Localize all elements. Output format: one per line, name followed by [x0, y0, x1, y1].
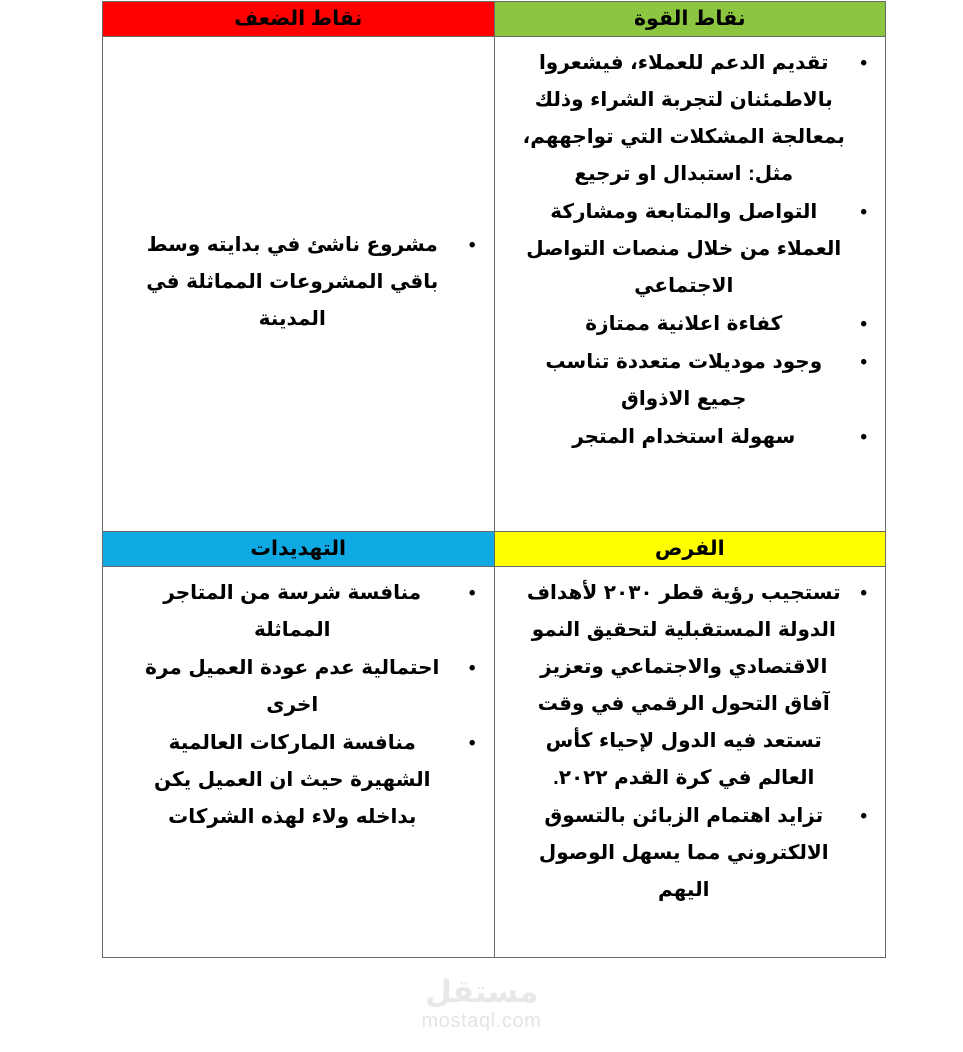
strengths-header: نقاط القوة [494, 2, 886, 37]
swot-table [102, 1, 886, 958]
strengths-cell [494, 37, 886, 532]
strengths-list [509, 45, 872, 456]
opportunities-body [495, 567, 886, 920]
threats-list [117, 575, 480, 836]
watermark-arabic-logo: مستقل [424, 974, 539, 1009]
list-item: • منافسة شرسة من المتاجر المماثلة [117, 575, 480, 649]
watermark [0, 975, 963, 1033]
swot-content-row-top [103, 37, 886, 532]
weaknesses-body [103, 37, 494, 531]
list-item: • تستجيب رؤية قطر ٢٠٣٠ لأهداف الدولة المستقبلية لتحقيق النمو الاقتصادي والاجتماعي وتعزيز آفاق التحول الرقمي في وقت تستعد فيه الدول لإحياء كأس العالم في كرة القدم ٢٠٢٢. [509, 575, 872, 797]
list-item: • تزايد اهتمام الزبائن بالتسوق الالكتروني مما يسهل الوصول اليهم [509, 798, 872, 909]
list-item: • سهولة استخدام المتجر [509, 419, 872, 456]
opportunities-header: الفرص [494, 532, 886, 567]
weaknesses-cell [103, 37, 495, 532]
opportunities-list [509, 575, 872, 909]
list-item: • احتمالية عدم عودة العميل مرة اخرى [117, 650, 480, 724]
swot-header-row-bottom [103, 532, 886, 567]
list-item: • مشروع ناشئ في بدايته وسط باقي المشروعات المماثلة في المدينة [117, 227, 480, 338]
list-item: • منافسة الماركات العالمية الشهيرة حيث ان العميل يكن بداخله ولاء لهذه الشركات [117, 725, 480, 836]
threats-header: التهديدات [103, 532, 495, 567]
watermark-domain: mostaql.com [421, 1010, 542, 1032]
strengths-body [495, 37, 886, 467]
list-item: • التواصل والمتابعة ومشاركة العملاء من خلال منصات التواصل الاجتماعي [509, 194, 872, 305]
list-item: • كفاءة اعلانية ممتازة [509, 306, 872, 343]
threats-body [103, 567, 494, 847]
threats-cell [103, 567, 495, 958]
list-item: • تقديم الدعم للعملاء، فيشعروا بالاطمئنان لتجربة الشراء وذلك بمعالجة المشكلات التي تواجههم، مثل: استبدال او ترجيع [509, 45, 872, 193]
swot-content-row-bottom [103, 567, 886, 958]
swot-header-row-top [103, 2, 886, 37]
opportunities-cell [494, 567, 886, 958]
weaknesses-header: نقاط الضعف [103, 2, 495, 37]
list-item: • وجود موديلات متعددة تناسب جميع الاذواق [509, 344, 872, 418]
weaknesses-list [117, 227, 480, 339]
